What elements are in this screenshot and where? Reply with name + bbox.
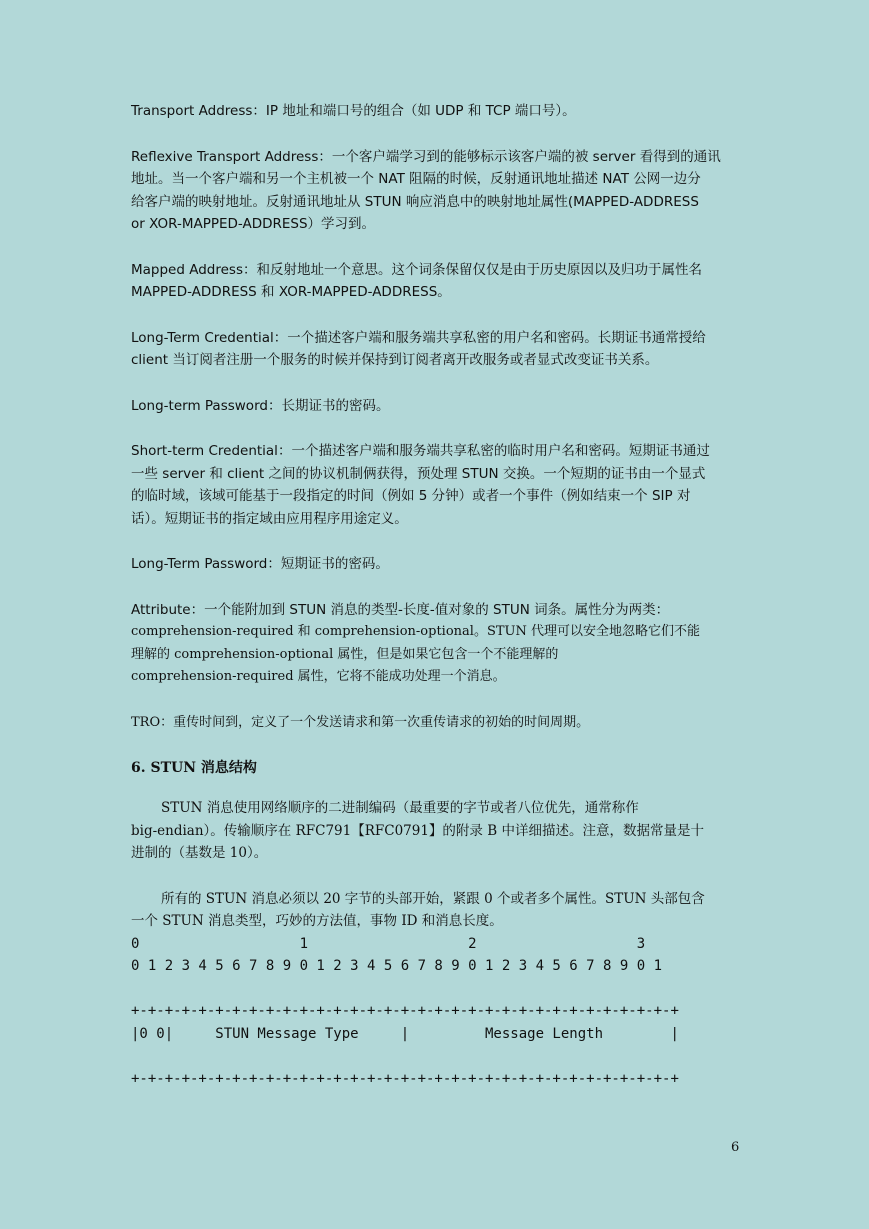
text-line: 所有的 STUN 消息必须以 20 字节的头部开始，紧跟 0 个或者多个属性。STUN 头部包含 — [161, 890, 705, 907]
text-line: Mapped Address：和反射地址一个意思。这个词条保留仅仅是由于历史原因以及归功于属性名 — [131, 261, 702, 278]
text-line: 一些 server 和 client 之间的协议机制俩获得，预处理 STUN 交换。一个短期的证书由一个显式 — [131, 465, 706, 482]
definition-reflexive-transport-address — [131, 146, 743, 236]
definition-tro — [131, 712, 743, 735]
text-line: or XOR-MAPPED-ADDRESS）学习到。 — [131, 216, 376, 232]
text-line: Reflexive Transport Address：一个客户端学习到的能够标示该客户端的被 server 看得到的通讯 — [131, 148, 721, 165]
text-line: Transport Address：IP 地址和端口号的组合（如 UDP 和 TCP 端口号）。 — [131, 103, 576, 119]
definition-long-term-password — [131, 395, 743, 418]
definition-short-term-password — [131, 553, 743, 576]
bit-ruler-units: 0 1 2 3 4 5 6 7 8 9 0 1 2 3 4 5 6 7 8 9 0 1 2 3 4 5 6 7 8 9 0 1 — [131, 958, 663, 974]
diagram-row-message-type: |0 0| STUN Message Type | Message Length | — [131, 1025, 679, 1042]
diagram-border-top: +-+-+-+-+-+-+-+-+-+-+-+-+-+-+-+-+-+-+-+-+-+-+-+-+-+-+-+-+-+-+-+-+ — [131, 1003, 679, 1019]
text-line: comprehension-required 属性，它将不能成功处理一个消息。 — [131, 669, 506, 684]
page-number: 6 — [731, 1140, 740, 1155]
definition-short-term-credential — [131, 440, 743, 530]
definition-long-term-credential — [131, 327, 743, 372]
text-line: Long-term Password：长期证书的密码。 — [131, 397, 390, 414]
body-paragraph-1 — [131, 797, 743, 865]
text-line: big-endian）。传输顺序在 RFC791【RFC0791】的附录 B 中详细描述。注意，数据常量是十 — [131, 822, 704, 839]
text-line: 进制的（基数是 10）。 — [131, 845, 268, 861]
header-format-diagram — [131, 933, 743, 1091]
text-line: MAPPED-ADDRESS 和 XOR-MAPPED-ADDRESS。 — [131, 284, 451, 300]
text-line: STUN 消息使用网络顺序的二进制编码（最重要的字节或者八位优先，通常称作 — [161, 800, 639, 816]
text-line: TRO：重传时间到，定义了一个发送请求和第一次重传请求的初始的时间周期。 — [131, 714, 590, 730]
text-line: 一个 STUN 消息类型，巧妙的方法值，事物 ID 和消息长度。 — [131, 913, 503, 929]
text-line: 的临时域，该域可能基于一段指定的时间（例如 5 分钟）或者一个事件（例如结束一个 SIP 对 — [131, 488, 691, 504]
diagram-border-bottom: +-+-+-+-+-+-+-+-+-+-+-+-+-+-+-+-+-+-+-+-+-+-+-+-+-+-+-+-+-+-+-+-+ — [131, 1070, 679, 1087]
text-line: comprehension-required 和 comprehension-optional。STUN 代理可以安全地忽略它们不能 — [131, 624, 700, 639]
text-line: 话）。短期证书的指定域由应用程序用途定义。 — [131, 510, 408, 527]
body-paragraph-2 — [131, 888, 743, 933]
text-line: Attribute：一个能附加到 STUN 消息的类型-长度-值对象的 STUN 词条。属性分为两类： — [131, 601, 670, 618]
text-line: 地址。当一个客户端和另一个主机被一个 NAT 阻隔的时候，反射通讯地址描述 NAT 公网一边分 — [131, 171, 701, 187]
definition-attribute — [131, 599, 743, 689]
text-line: Long-Term Password：短期证书的密码。 — [131, 556, 389, 572]
definition-transport-address — [131, 100, 743, 123]
text-line: 给客户端的映射地址。反射通讯地址从 STUN 响应消息中的映射地址属性(MAPPED-ADDRESS — [131, 193, 699, 210]
text-line: Short-term Credential：一个描述客户端和服务端共享私密的临时用户名和密码。短期证书通过 — [131, 443, 710, 459]
text-line: Long-Term Credential：一个描述客户端和服务端共享私密的用户名和密码。长期证书通常授给 — [131, 329, 706, 346]
document-page — [131, 100, 743, 1090]
text-line: 理解的 comprehension-optional 属性，但是如果它包含一个不能理解的 — [131, 646, 559, 662]
text-line: client 当订阅者注册一个服务的时候并保持到订阅者离开改服务或者显式改变证书关系。 — [131, 352, 659, 368]
definition-mapped-address — [131, 259, 743, 304]
section-heading: 6. STUN 消息结构 — [131, 760, 257, 776]
bit-ruler-tens: 0 1 2 3 — [131, 935, 646, 952]
